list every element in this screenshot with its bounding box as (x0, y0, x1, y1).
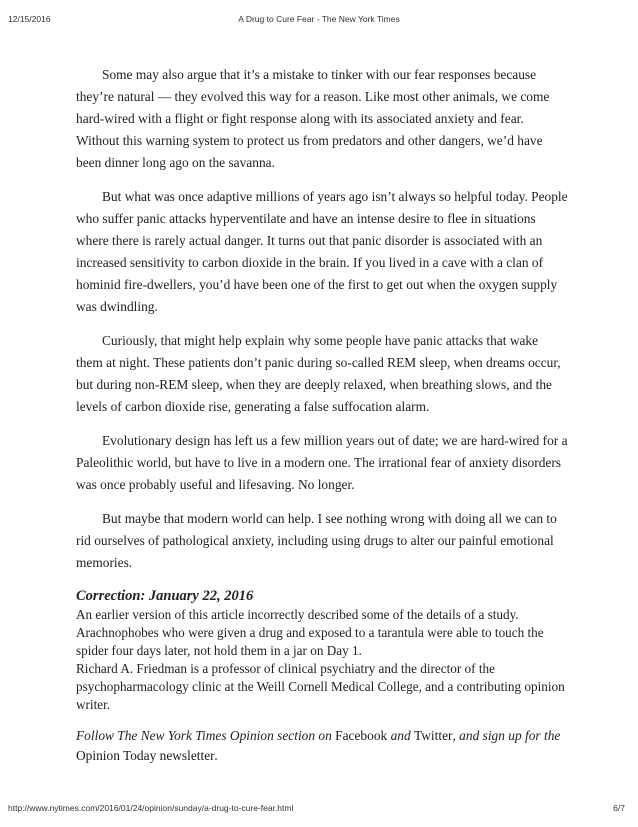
print-footer (0, 803, 638, 815)
author-bio: Richard A. Friedman is a professor of clinical psychiatry and the director of the psychopharmacology clinic at the Weill Cornell Medical College, and a contributing opinion writer. (76, 661, 565, 712)
print-title: A Drug to Cure Fear - The New York Times (238, 14, 400, 24)
paragraph: But what was once adaptive millions of years ago isn’t always so helpful today. People who suffer panic attacks hyperventilate and have an intense desire to flee in situations where there is rarely actual danger. It turns out that panic disorder is associated with an increased sensitivity to carbon dioxide in the brain. If you lived in a cave with a clan of hominid fire-dwellers, you’d have been one of the first to get out when the oxygen supply was dwindling. (76, 189, 568, 314)
twitter-link[interactable]: Twitter (414, 728, 453, 743)
paragraph: But maybe that modern world can help. I see nothing wrong with doing all we can to rid ourselves of pathological anxiety, including using drugs to alter our painful emotional memories. (76, 511, 557, 570)
correction-heading: Correction: January 22, 2016 (76, 588, 254, 604)
follow-line (76, 726, 568, 766)
print-header (0, 14, 638, 26)
facebook-link[interactable]: Facebook (335, 728, 388, 743)
follow-and: and (387, 728, 414, 743)
page-number: 6/7 (613, 803, 625, 813)
paragraph: Evolutionary design has left us a few million years out of date; we are hard-wired for a Paleolithic world, but have to live in a modern one. The irrational fear of anxiety disorders was once probably useful and lifesaving. No longer. (76, 433, 568, 492)
newsletter-link[interactable]: Opinion Today newsletter (76, 748, 215, 763)
follow-end: . (214, 748, 219, 763)
paragraph: Curiously, that might help explain why some people have panic attacks that wake them at night. These patients don’t panic during so-called REM sleep, when dreams occur, but during non-REM sleep, when they are deeply relaxed, when breathing slows, and the levels of carbon dioxide rise, generating a false suffocation alarm. (76, 333, 561, 414)
print-date: 12/15/2016 (8, 14, 51, 24)
page-url: http://www.nytimes.com/2016/01/24/opinion/sunday/a-drug-to-cure-fear.html (8, 803, 294, 813)
article-body (76, 64, 568, 766)
paragraph: Some may also argue that it’s a mistake to tinker with our fear responses because they’re natural — they evolved this way for a reason. Like most other animals, we come hard-wired with a flight or fight response along with its associated anxiety and fear. Without this warning system to protect us from predators and other dangers, we’d have been dinner long ago on the savanna. (76, 67, 550, 170)
follow-middle: , and sign up for the (452, 728, 561, 743)
follow-prefix: Follow The New York Times Opinion section on (76, 728, 336, 743)
correction-block (76, 586, 568, 660)
correction-text: An earlier version of this article incorrectly described some of the details of a study. Arachnophobes who were given a drug and exposed to a tarantula were able to touch the spider four days later, not hold them in a jar on Day 1. (76, 607, 544, 658)
